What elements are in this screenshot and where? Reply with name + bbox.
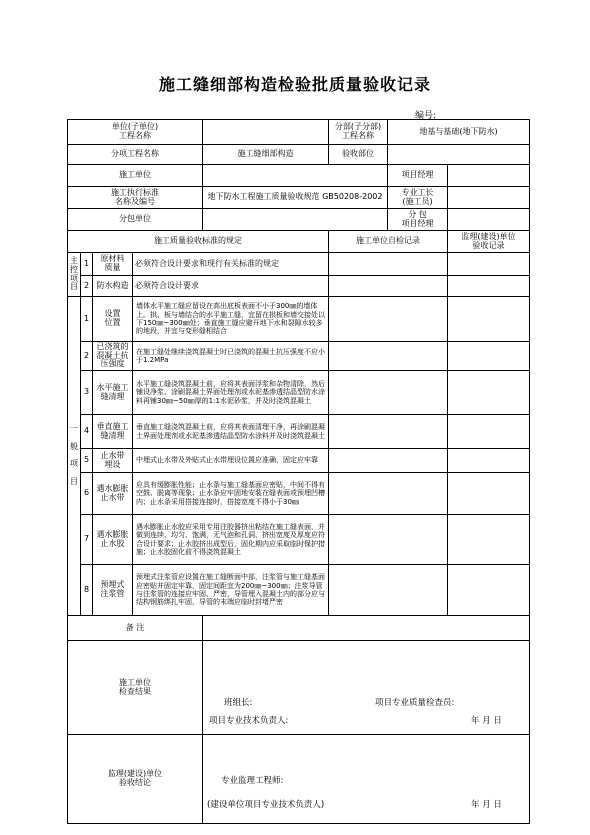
general-item-no: 3 bbox=[81, 371, 93, 415]
general-item-spec: 水平施工缝浇筑混凝土前，应将其表面浮浆和杂物清除，然后铺设净浆、涂刷混凝土界面处理剂或水泥基渗透结晶型防水涂料再铺30㎜~50㎜厚的1:1水泥砂浆，并及时浇筑混凝土 bbox=[133, 371, 329, 415]
general-item-name: 遇水膨胀 止水带 bbox=[93, 473, 133, 515]
general-item-no: 6 bbox=[81, 473, 93, 515]
general-item-no: 4 bbox=[81, 415, 93, 449]
main-items-label: 主 控 项 目 bbox=[68, 253, 81, 297]
main-item-no: 1 bbox=[81, 253, 93, 276]
sub-project-label: 分部(子分部) 工程名称 bbox=[329, 120, 388, 145]
general-item-name: 垂直施工 缝清理 bbox=[93, 415, 133, 449]
serial-number-label: 编号: bbox=[415, 111, 437, 121]
subitem-label: 分项工程名称 bbox=[68, 145, 203, 165]
remarks-value[interactable] bbox=[203, 616, 530, 641]
general-item-supervision[interactable] bbox=[448, 371, 530, 415]
main-item-name: 防水构造 bbox=[93, 276, 133, 297]
project-manager-value[interactable] bbox=[448, 165, 530, 187]
general-item-self-check[interactable] bbox=[329, 415, 448, 449]
general-item-name: 水平施工 缝清理 bbox=[93, 371, 133, 415]
sub-manager-value[interactable] bbox=[448, 209, 530, 231]
general-item-name: 预埋式 注浆管 bbox=[93, 565, 133, 616]
construction-result-label: 施工单位 检查结果 bbox=[68, 641, 203, 735]
general-item-supervision[interactable] bbox=[448, 473, 530, 515]
general-item-name: 设置 位置 bbox=[93, 297, 133, 342]
general-item-self-check[interactable] bbox=[329, 342, 448, 371]
main-item-spec: 必须符合设计要求和现行有关标准的规定 bbox=[133, 253, 329, 276]
supervising-engineer-label: 专业监理工程师: bbox=[221, 776, 284, 786]
general-item-supervision[interactable] bbox=[448, 449, 530, 473]
main-item-self-check[interactable] bbox=[329, 276, 448, 297]
foreman-value[interactable] bbox=[448, 187, 530, 209]
general-item-self-check[interactable] bbox=[329, 515, 448, 565]
general-item-name: 止水带 埋设 bbox=[93, 449, 133, 473]
general-item-supervision[interactable] bbox=[448, 342, 530, 371]
general-item-self-check[interactable] bbox=[329, 473, 448, 515]
supervision-result-area[interactable] bbox=[203, 735, 530, 824]
supervision-date-label: 年 月 日 bbox=[471, 800, 502, 810]
construction-date-label: 年 月 日 bbox=[471, 716, 502, 726]
supervision-column-header: 监理(建设)单位 验收记录 bbox=[448, 231, 530, 253]
sub-manager-label: 分 包 项目经理 bbox=[388, 209, 448, 231]
spec-column-header: 施工质量验收标准的规定 bbox=[68, 231, 329, 253]
construction-result-area[interactable] bbox=[203, 641, 530, 735]
main-item-supervision[interactable] bbox=[448, 276, 530, 297]
general-item-name: 遇水膨胀 止水胶 bbox=[93, 515, 133, 565]
general-item-self-check[interactable] bbox=[329, 449, 448, 473]
general-item-self-check[interactable] bbox=[329, 371, 448, 415]
main-item-spec: 必须符合设计要求 bbox=[133, 276, 329, 297]
general-item-supervision[interactable] bbox=[448, 515, 530, 565]
page-title: 施工缝细部构造检验批质量验收记录 bbox=[158, 75, 431, 94]
unit-project-value[interactable] bbox=[203, 120, 329, 145]
subcontractor-value[interactable] bbox=[203, 209, 388, 231]
foreman-label: 专业工长 (施工员) bbox=[388, 187, 448, 209]
general-item-spec: 在施工缝处继续浇筑混凝土时已浇筑的混凝土抗压强度不应小于1.2MPa bbox=[133, 342, 329, 371]
general-item-supervision[interactable] bbox=[448, 297, 530, 342]
general-item-name: 已浇筑的 混凝土抗 压强度 bbox=[93, 342, 133, 371]
standard-label: 施工执行标准 名称及编号 bbox=[68, 187, 203, 209]
general-item-self-check[interactable] bbox=[329, 297, 448, 342]
general-item-no: 8 bbox=[81, 565, 93, 616]
subcontractor-label: 分包单位 bbox=[68, 209, 203, 231]
general-item-spec: 应具有缓膨胀性能；止水条与施工缝基面应密贴，中间不得有空鼓、脱离等现象；止水条应牢固地安装在缝表面或预埋凹槽内；止水条采用搭接连接时，搭接宽度不得小于30㎜ bbox=[133, 473, 329, 515]
team-leader-label: 班组长: bbox=[224, 698, 253, 708]
general-item-no: 5 bbox=[81, 449, 93, 473]
inspection-part-label: 验收部位 bbox=[329, 145, 388, 165]
general-item-no: 2 bbox=[81, 342, 93, 371]
supervision-result-label: 监理(建设)单位 验收结论 bbox=[68, 735, 203, 824]
main-item-no: 2 bbox=[81, 276, 93, 297]
general-item-supervision[interactable] bbox=[448, 565, 530, 616]
general-item-spec: 预埋式注浆管应设置在施工缝断面中部，注浆管与施工缝基面应密贴并固定牢靠，固定间距宜为200㎜~300㎜；注浆导管与注浆管的连接应牢固、严密，导管埋入混凝土内的部分应与结构钢筋绑扎牢固，导管的末端应临时封堵严密 bbox=[133, 565, 329, 616]
inspection-record-table bbox=[67, 119, 530, 824]
general-item-spec: 垂直施工缝浇筑混凝土前，应将其表面清理干净，再涂刷混凝土界面处理剂或水泥基渗透结晶型防水涂料并及时浇筑混凝土 bbox=[133, 415, 329, 449]
tech-lead-label: 项目专业技术负责人: bbox=[209, 716, 289, 726]
general-item-spec: 中埋式止水带及外贴式止水带埋设位置应准确，固定应牢靠 bbox=[133, 449, 329, 473]
construction-unit-value[interactable] bbox=[203, 165, 388, 187]
project-manager-label: 项目经理 bbox=[388, 165, 448, 187]
remarks-label: 备 注 bbox=[68, 616, 203, 641]
inspection-part-value[interactable] bbox=[388, 145, 530, 165]
standard-value[interactable]: 地下防水工程施工质量验收规范 GB50208-2002 bbox=[203, 187, 388, 209]
construction-unit-label: 施工单位 bbox=[68, 165, 203, 187]
owner-rep-label: (建设单位项目专业技术负责人) bbox=[207, 800, 325, 810]
unit-project-label: 单位(子单位) 工程名称 bbox=[68, 120, 203, 145]
main-item-name: 原材料 质量 bbox=[93, 253, 133, 276]
general-item-no: 7 bbox=[81, 515, 93, 565]
general-item-spec: 墙体水平施工缝应留设在高出底板表面不小于300㎜的墙体上。拱、板与墙结合的水平施工缝，宜留在拱板和墙交接处以下150㎜~300㎜处；垂直施工缝应避开地下水和裂隙水较多的地段，并宜与变形缝相结合 bbox=[133, 297, 329, 342]
subitem-value[interactable]: 施工缝细部构造 bbox=[203, 145, 329, 165]
general-item-spec: 遇水膨胀止水胶应采用专用注胶器挤出粘结在施工缝表面，并做到连续、均匀、饱满，无气泡和孔洞，挤出宽度及厚度应符合设计要求；止水胶挤出成型后，固化期内应采取临时保护措施；止水胶固化前不得浇筑混凝土 bbox=[133, 515, 329, 565]
main-item-supervision[interactable] bbox=[448, 253, 530, 276]
general-item-supervision[interactable] bbox=[448, 415, 530, 449]
self-check-column-header: 施工单位自检记录 bbox=[329, 231, 448, 253]
general-item-self-check[interactable] bbox=[329, 565, 448, 616]
main-item-self-check[interactable] bbox=[329, 253, 448, 276]
quality-inspector-label: 项目专业质量检查员: bbox=[375, 698, 455, 708]
sub-project-value[interactable]: 地基与基础(地下防水) bbox=[388, 120, 530, 145]
general-item-no: 1 bbox=[81, 297, 93, 342]
general-items-label: 一 般 项 目 bbox=[68, 297, 81, 616]
